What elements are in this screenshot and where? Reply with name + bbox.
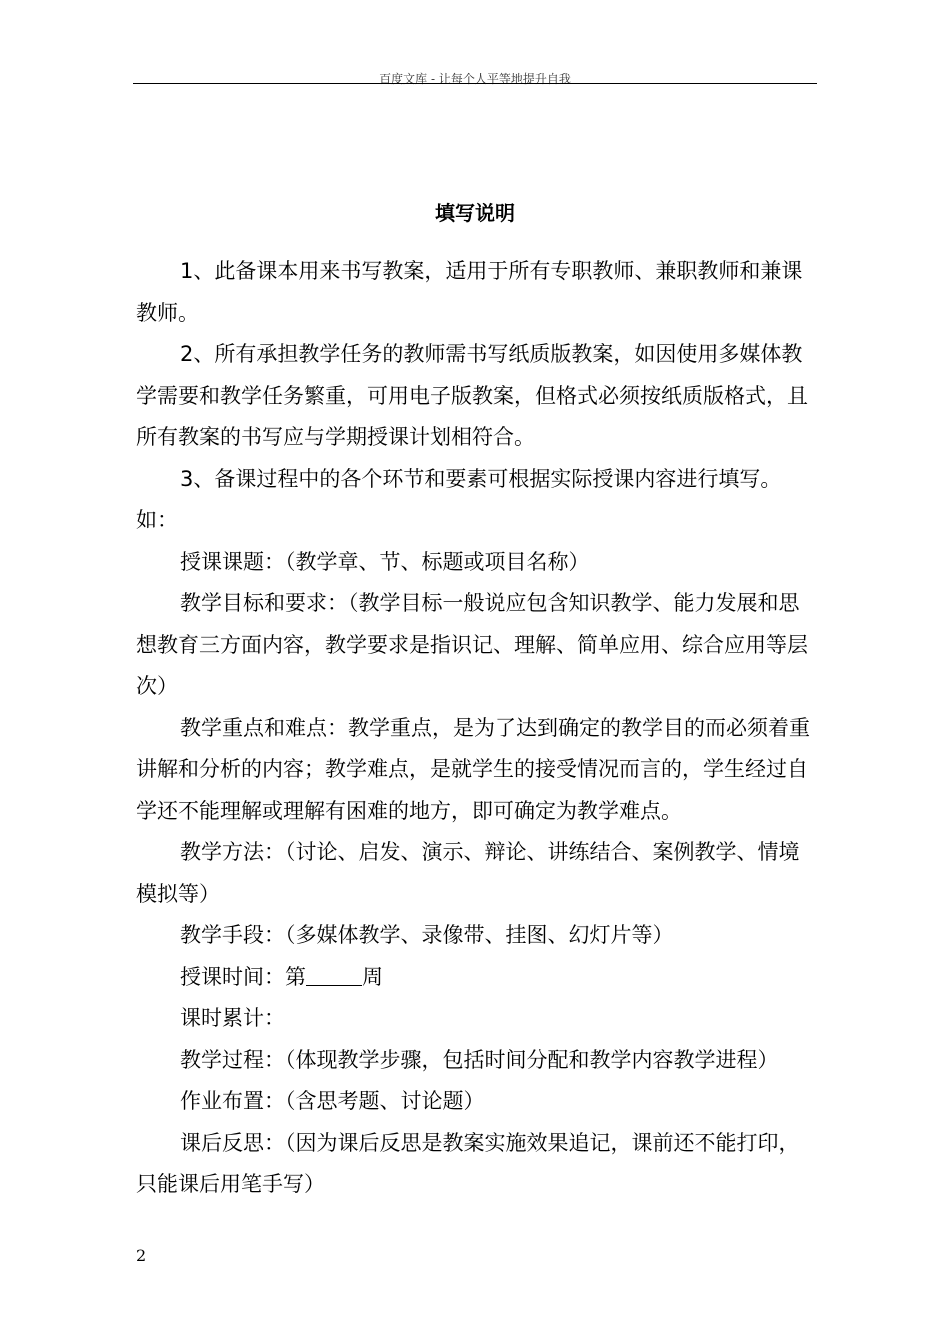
item-methods: 教学方法：（讨论、启发、演示、辩论、讲练结合、案例教学、情境模拟等） [136, 840, 800, 906]
item-keypoints: 教学重点和难点：教学重点，是为了达到确定的教学目的而必须着重讲解和分析的内容；教学难点，是就学生的接受情况而言的，学生经过自学还不能理解或理解有困难的地方，即可确定为教学难点。 [136, 715, 810, 823]
item-process: 教学过程：（体现教学步骤，包括时间分配和教学内容教学进程） [180, 1047, 779, 1072]
item-topic: 授课课题：（教学章、节、标题或项目名称） [180, 549, 590, 574]
item-time-suffix: 周 [362, 964, 383, 989]
item-homework: 作业布置：（含思考题、讨论题） [180, 1089, 485, 1113]
item-reflection: 课后反思：（因为课后反思是教案实施效果追记，课前还不能打印，只能课后用笔手写） [136, 1130, 800, 1196]
paragraph-1: 1、此备课本用来书写教案，适用于所有专职教师、兼职教师和兼课教师。 [136, 259, 803, 325]
running-header: 百度文库 - 让每个人平等地提升自我 [379, 72, 571, 86]
week-blank-line [306, 963, 362, 986]
page-number: 2 [136, 1246, 147, 1265]
item-goals: 教学目标和要求：（教学目标一般说应包含知识教学、能力发展和思想教育三方面内容，教学要求是指识记、理解、简单应用、综合应用等层次） [136, 591, 808, 698]
item-means: 教学手段：（多媒体教学、录像带、挂图、幻灯片等） [180, 923, 674, 947]
paragraph-3: 3、备课过程中的各个环节和要素可根据实际授课内容进行填写。如： [136, 466, 782, 532]
header-divider [133, 83, 817, 84]
item-time-prefix: 授课时间：第 [180, 964, 306, 989]
item-hours: 课时累计： [180, 1006, 285, 1030]
document-body [136, 251, 818, 1206]
paragraph-2: 2、所有承担教学任务的教师需书写纸质版教案，如因使用多媒体教学需要和教学任务繁重，可用电子版教案，但格式必须按纸质版格式，且所有教案的书写应与学期授课计划相符合。 [136, 342, 808, 449]
item-time [136, 957, 818, 999]
page-title: 填写说明 [435, 201, 515, 225]
